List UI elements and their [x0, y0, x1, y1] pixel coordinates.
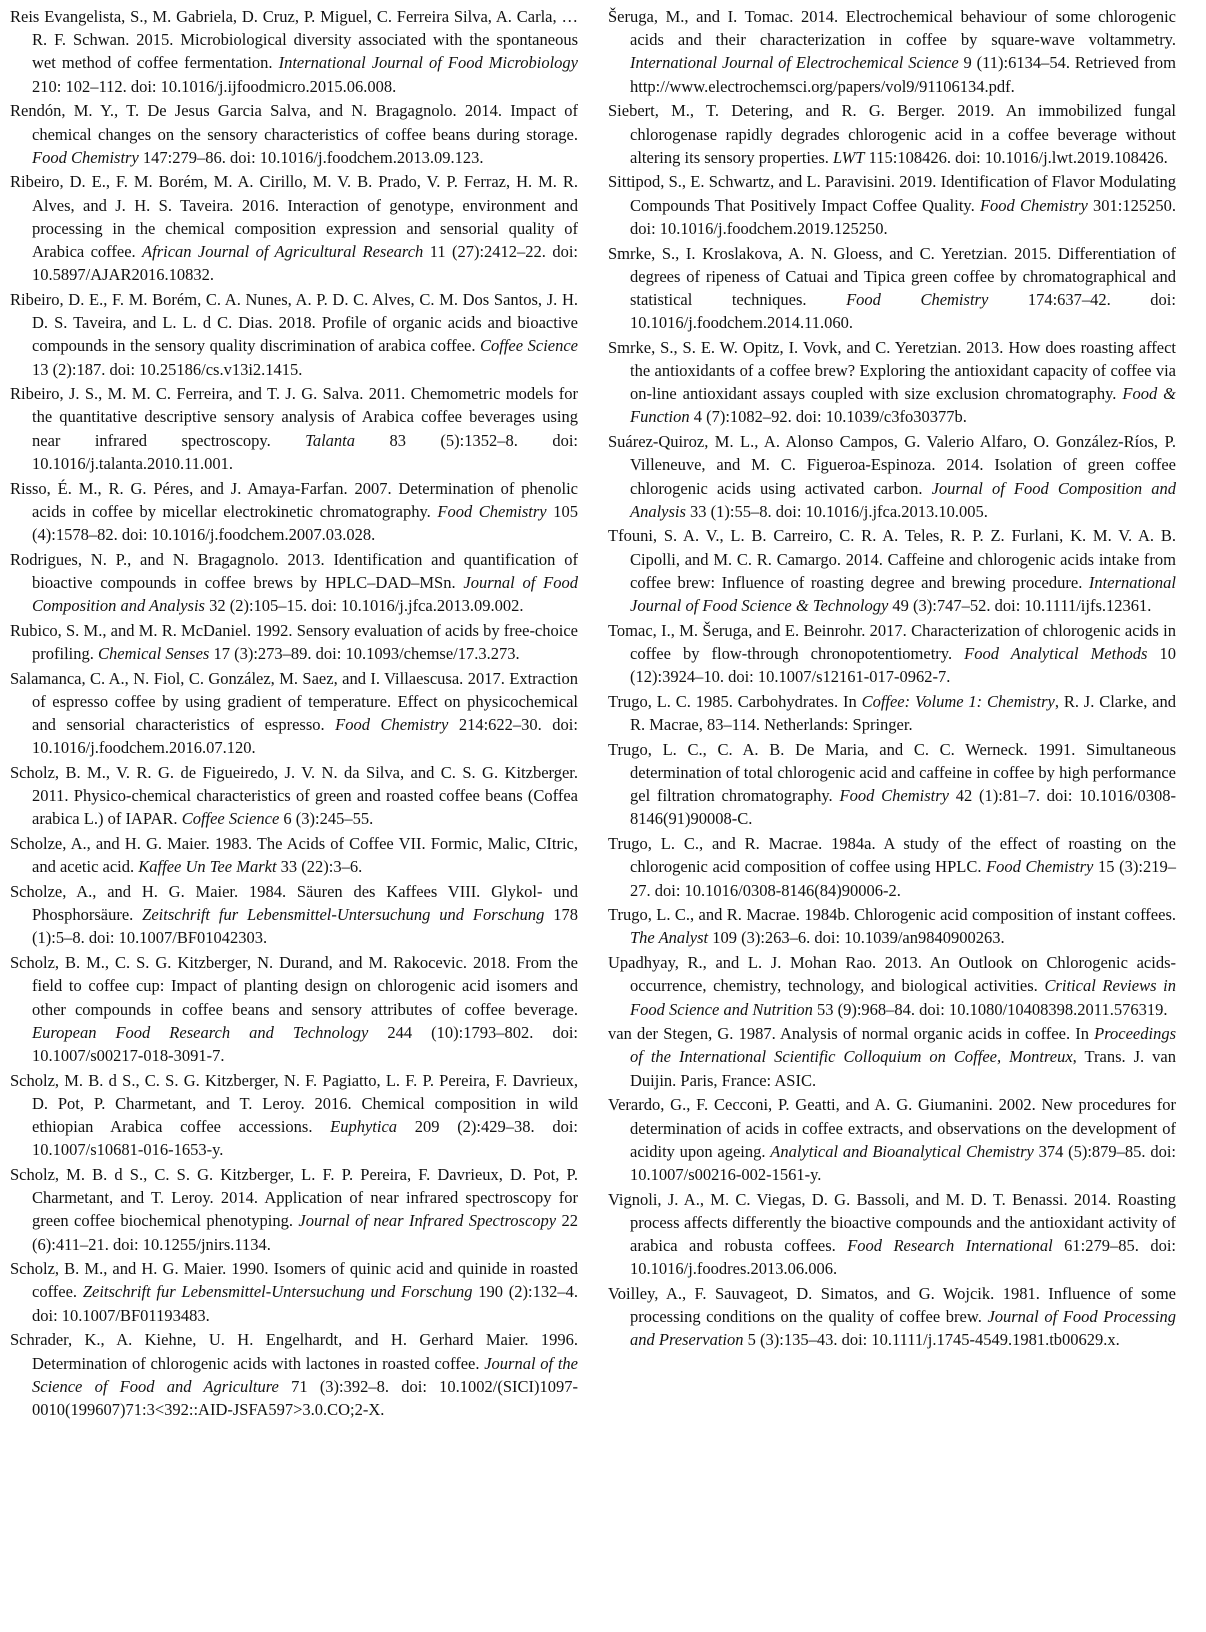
reference-entry [608, 832, 1176, 902]
reference-entry [10, 477, 578, 547]
reference-journal: International Journal of Food Science & Technology [630, 572, 1176, 616]
reference-details: 5 (3):135–43. doi: 10.1111/j.1745-4549.1981.tb00629.x. [743, 1330, 1120, 1350]
reference-entry [608, 1022, 1176, 1092]
reference-journal: Critical Reviews in Food Science and Nutrition [630, 976, 1176, 1019]
reference-text: Tfouni, S. A. V., L. B. Carreiro, C. R. A. Teles, R. P. Z. Furlani, K. M. V. A. B. Cipolli, and M. C. R. Camargo. 2014. Caffeine and chlorogenic acids intake from coffee brew: Influence of roasting degree and brewing procedure. [608, 526, 1176, 592]
reference-details: 174:637–42. doi: 10.1016/j.foodchem.2014.11.060. [630, 289, 1176, 333]
reference-details: 22 (6):411–21. doi: 10.1255/jnirs.1134. [32, 1211, 578, 1254]
reference-details: 214:622–30. doi: 10.1016/j.foodchem.2016.07.120. [32, 715, 578, 758]
reference-journal: Kaffee Un Tee Markt [138, 857, 277, 877]
reference-details: 301:125250. doi: 10.1016/j.foodchem.2019.125250. [630, 195, 1176, 238]
reference-journal: Talanta [305, 430, 356, 450]
reference-journal: Analytical and Bioanalytical Chemistry [770, 1141, 1034, 1161]
reference-text: Sittipod, S., E. Schwartz, and L. Paravisini. 2019. Identification of Flavor Modulating Compounds That Positively Impact Coffee Quality. [608, 172, 1176, 215]
reference-details: 115:108426. doi: 10.1016/j.lwt.2019.108426. [864, 147, 1168, 167]
reference-journal: Food Chemistry [839, 786, 949, 806]
reference-journal: Journal of Food Composition and Analysis [630, 478, 1177, 521]
reference-entry [10, 382, 578, 475]
reference-journal: European Food Research and Technology [32, 1022, 369, 1042]
reference-text: Reis Evangelista, S., M. Gabriela, D. Cruz, P. Miguel, C. Ferreira Silva, A. Carla, … R. F. Schwan. 2015. Microbiological diversity associated with the spontaneous wet method of coffee fermentation. [10, 7, 578, 73]
reference-text: Scholz, B. M., and H. G. Maier. 1990. Isomers of quinic acid and quinide in roasted coffee. [10, 1259, 578, 1302]
reference-entry [608, 619, 1176, 689]
reference-entry [10, 170, 578, 286]
reference-text: Scholz, M. B. d S., C. S. G. Kitzberger, N. F. Pagiatto, L. F. P. Pereira, F. Davrieux, D. Pot, P. Charmetant, and T. Leroy. 2016. Chemical composition in wild ethiopian Arabica coffee accessions. [10, 1070, 578, 1137]
reference-details: 105 (4):1578–82. doi: 10.1016/j.foodchem.2007.03.028. [32, 501, 578, 544]
reference-details: , Trans. J. van Duijin. Paris, France: ASIC. [630, 1047, 1177, 1090]
reference-text: Schrader, K., A. Kiehne, U. H. Engelhardt, and H. Gerhard Maier. 1996. Determination of chlorogenic acids with lactones in roasted coffee. [10, 1330, 578, 1373]
reference-text: Trugo, L. C. 1985. Carbohydrates. In [608, 691, 862, 711]
reference-details: 209 (2):429–38. doi: 10.1007/s10681-016-1653-y. [32, 1117, 578, 1160]
reference-details: 71 (3):392–8. doi: 10.1002/(SICI)1097-0010(199607)71:3<392::AID-JSFA597>3.0.CO;2-X. [32, 1376, 578, 1419]
reference-details: 49 (3):747–52. doi: 10.1111/ijfs.12361. [888, 596, 1152, 616]
reference-details: 109 (3):263–6. doi: 10.1039/an9840900263. [708, 928, 1005, 948]
reference-text: Siebert, M., T. Detering, and R. G. Berger. 2019. An immobilized fungal chlorogenase rapidly degrades chlorogenic acid in a coffee beverage without altering its sensory properties. [608, 101, 1176, 167]
reference-journal: Food Chemistry [979, 195, 1088, 215]
reference-entry [608, 951, 1176, 1021]
reference-text: Vignoli, J. A., M. C. Viegas, D. G. Bassoli, and M. D. T. Benassi. 2014. Roasting process affects differently the bioactive compounds and the antioxidant activity of arabica and robusta coffees. [608, 1189, 1176, 1256]
reference-details: 13 (2):187. doi: 10.25186/cs.v13i2.1415. [32, 359, 303, 379]
reference-details: 11 (27):2412–22. doi: 10.5897/AJAR2016.10832. [32, 242, 578, 285]
reference-entry [608, 1188, 1176, 1281]
reference-entry [10, 5, 578, 98]
reference-journal: Food & Function [630, 384, 1176, 427]
reference-journal: Food Research International [847, 1236, 1053, 1256]
reference-details: 9 (11):6134–54. Retrieved from http://www.electrochemsci.org/papers/vol9/91106134.pdf. [630, 53, 1176, 96]
reference-text: Scholze, A., and H. G. Maier. 1983. The Acids of Coffee VII. Formic, Malic, CItric, and acetic acid. [10, 834, 578, 877]
reference-details: 190 (2):132–4. doi: 10.1007/BF01193483. [32, 1282, 578, 1325]
reference-entry [10, 832, 578, 878]
reference-entry [10, 880, 578, 950]
reference-text: Scholze, A., and H. G. Maier. 1984. Säuren des Kaffees VIII. Glykol- und Phosphorsäure. [10, 882, 578, 925]
reference-journal: The Analyst [630, 928, 709, 948]
reference-entry [608, 903, 1176, 949]
reference-text: Voilley, A., F. Sauvageot, D. Simatos, and G. Wojcik. 1981. Influence of some processing conditions on the quality of coffee brew. [608, 1283, 1176, 1327]
reference-text: van der Stegen, G. 1987. Analysis of normal organic acids in coffee. In [608, 1024, 1095, 1044]
reference-journal: Food Chemistry [437, 501, 547, 521]
reference-text: Ribeiro, D. E., F. M. Borém, M. A. Cirillo, M. V. B. Prado, V. P. Ferraz, H. M. R. Alves, and J. H. S. Taveira. 2016. Interaction of genotype, environment and processing in the chemical composition expression and sensorial quality of Arabica coffee. [10, 172, 578, 262]
reference-details: 374 (5):879–85. doi: 10.1007/s00216-002-1561-y. [630, 1141, 1176, 1184]
reference-journal: Food Chemistry [32, 147, 139, 167]
reference-text: Rendón, M. Y., T. De Jesus Garcia Salva, and N. Bragagnolo. 2014. Impact of chemical changes on the sensory characteristics of coffee beans during storage. [10, 101, 578, 144]
reference-journal: Food Analytical Methods [964, 643, 1148, 663]
reference-text: Suárez-Quiroz, M. L., A. Alonso Campos, G. Valerio Alfaro, O. González-Ríos, P. Villeneuve, and M. C. Figueroa-Espinoza. 2014. Isolation of green coffee chlorogenic acids using activated carbon. [608, 432, 1176, 498]
reference-text: Verardo, G., F. Cecconi, P. Geatti, and A. G. Giumanini. 2002. New procedures for determination of acids in coffee extracts, and observations on the development of acidity upon ageing. [608, 1095, 1176, 1161]
reference-journal: Zeitschrift fur Lebensmittel-Untersuchung und Forschung [82, 1282, 473, 1302]
reference-journal: Euphytica [330, 1117, 398, 1137]
reference-text: Risso, É. M., R. G. Péres, and J. Amaya-Farfan. 2007. Determination of phenolic acids in coffee by micellar electrokinetic chromatography. [10, 478, 578, 521]
reference-journal: Journal of Food Composition and Analysis [32, 572, 578, 616]
reference-text: Trugo, L. C., and R. Macrae. 1984b. Chlorogenic acid composition of instant coffees. [608, 905, 1176, 925]
reference-journal: Proceedings of the International Scientific Colloquium on Coffee, Montreux [630, 1024, 1176, 1067]
reference-details: , R. J. Clarke, and R. Macrae, 83–114. Netherlands: Springer. [630, 691, 1176, 735]
reference-column-right [608, 5, 1176, 1353]
reference-text: Scholz, B. M., V. R. G. de Figueiredo, J. V. N. da Silva, and C. S. G. Kitzberger. 2011. Physico-chemical characteristics of green and roasted coffee beans (Coffea arabica L.) of IAPAR. [10, 763, 578, 829]
reference-entry [10, 1069, 578, 1162]
reference-entry [608, 1093, 1176, 1186]
reference-journal: African Journal of Agricultural Research [142, 242, 424, 262]
reference-entry [10, 99, 578, 169]
reference-text: Smrke, S., S. E. W. Opitz, I. Vovk, and C. Yeretzian. 2013. How does roasting affect the antioxidants of a coffee brew? Exploring the antioxidant capacity of coffee via on-line antioxidant assays coupled with size exclusion chromatography. [608, 337, 1176, 404]
reference-details: 4 (7):1082–92. doi: 10.1039/c3fo30377b. [689, 407, 967, 427]
reference-text: Ribeiro, J. S., M. M. C. Ferreira, and T. J. G. Salva. 2011. Chemometric models for the quantitative descriptive sensory analysis of Arabica coffee beverages using near infrared spectroscopy. [10, 384, 578, 450]
reference-journal: Zeitschrift fur Lebensmittel-Untersuchung und Forschung [142, 905, 545, 925]
reference-details: 15 (3):219–27. doi: 10.1016/0308-8146(84)90006-2. [630, 857, 1176, 900]
reference-details: 210: 102–112. doi: 10.1016/j.ijfoodmicro.2015.06.008. [32, 76, 397, 96]
reference-journal: International Journal of Food Microbiology [278, 53, 578, 73]
reference-details: 32 (2):105–15. doi: 10.1016/j.jfca.2013.09.002. [204, 596, 524, 616]
reference-entry [608, 1282, 1176, 1352]
reference-journal: Food Chemistry [846, 289, 989, 309]
reference-column-left [10, 5, 578, 1423]
reference-entry [10, 1328, 578, 1421]
reference-journal: Food Chemistry [335, 715, 449, 735]
reference-details: 53 (9):968–84. doi: 10.1080/10408398.2011.576319. [812, 999, 1168, 1019]
reference-details: 42 (1):81–7. doi: 10.1016/0308-8146(91)90008-C. [630, 786, 1176, 829]
reference-details: 178 (1):5–8. doi: 10.1007/BF01042303. [32, 905, 578, 948]
reference-entry [608, 524, 1176, 617]
reference-entry [608, 690, 1176, 736]
reference-text: Tomac, I., M. Šeruga, and E. Beinrohr. 2017. Characterization of chlorogenic acids in coffee by flow-through chronopotentiometry. [608, 620, 1176, 663]
reference-entry [608, 170, 1176, 240]
reference-journal: LWT [833, 147, 865, 167]
reference-entry [10, 1163, 578, 1256]
reference-journal: Coffee Science [181, 809, 280, 829]
reference-journal: Chemical Senses [98, 643, 210, 663]
reference-text: Rubico, S. M., and M. R. McDaniel. 1992. Sensory evaluation of acids by free-choice profiling. [10, 620, 578, 663]
reference-details: 147:279–86. doi: 10.1016/j.foodchem.2013.09.123. [138, 147, 484, 167]
reference-entry [10, 548, 578, 618]
reference-journal: Coffee: Volume 1: Chemistry [861, 691, 1055, 711]
reference-entry [10, 619, 578, 665]
reference-entry [608, 242, 1176, 335]
reference-entry [10, 951, 578, 1067]
reference-text: Salamanca, C. A., N. Fiol, C. González, M. Saez, and I. Villaescusa. 2017. Extraction of espresso coffee by using gradient of temperature. Effect on physicochemical and sensorial characteristics of espresso. [10, 668, 578, 735]
reference-text: Trugo, L. C., C. A. B. De Maria, and C. C. Werneck. 1991. Simultaneous determination of total chlorogenic acid and caffeine in coffee by high performance gel filtration chromatography. [608, 739, 1176, 806]
reference-entry [10, 761, 578, 831]
reference-details: 244 (10):1793–802. doi: 10.1007/s00217-018-3091-7. [32, 1022, 578, 1065]
reference-entry [608, 430, 1176, 523]
reference-details: 10 (12):3924–10. doi: 10.1007/s12161-017-0962-7. [630, 643, 1177, 687]
reference-entry [608, 5, 1176, 98]
reference-text: Scholz, B. M., C. S. G. Kitzberger, N. Durand, and M. Rakocevic. 2018. From the field to coffee cup: Impact of planting design on chlorogenic acid isomers and other compounds in coffee beans and sensory attributes of coffee beverage. [10, 953, 578, 1019]
reference-details: 6 (3):245–55. [279, 809, 374, 829]
reference-text: Ribeiro, D. E., F. M. Borém, C. A. Nunes, A. P. D. C. Alves, C. M. Dos Santos, J. H. D. S. Taveira, and L. L. d C. Dias. 2018. Profile of organic acids and bioactive compounds in the sensory quality discrimination of arabica coffee. [10, 289, 578, 356]
reference-details: 17 (3):273–89. doi: 10.1093/chemse/17.3.273. [209, 643, 520, 663]
reference-journal: Coffee Science [480, 336, 579, 356]
reference-entry [10, 1257, 578, 1327]
reference-entry [10, 288, 578, 381]
reference-entry [10, 667, 578, 760]
reference-journal: Journal of the Science of Food and Agriculture [32, 1353, 578, 1396]
reference-details: 33 (1):55–8. doi: 10.1016/j.jfca.2013.10.005. [685, 501, 988, 521]
reference-entry [608, 738, 1176, 831]
reference-entry [608, 336, 1176, 429]
reference-text: Šeruga, M., and I. Tomac. 2014. Electrochemical behaviour of some chlorogenic acids and their characterization in coffee by square-wave voltammetry. [608, 7, 1176, 50]
reference-journal: Journal of near Infrared Spectroscopy [298, 1211, 557, 1231]
reference-text: Upadhyay, R., and L. J. Mohan Rao. 2013. An Outlook on Chlorogenic acids-occurrence, chemistry, technology, and biological activities. [608, 953, 1176, 996]
reference-text: Trugo, L. C., and R. Macrae. 1984a. A study of the effect of roasting on the chlorogenic acid composition of coffee using HPLC. [608, 834, 1176, 877]
reference-details: 61:279–85. doi: 10.1016/j.foodres.2013.06.006. [630, 1236, 1176, 1279]
reference-text: Scholz, M. B. d S., C. S. G. Kitzberger, L. F. P. Pereira, F. Davrieux, D. Pot, P. Charmetant, and T. Leroy. 2014. Application of near infrared spectroscopy for green coffee biochemical phenotyping. [10, 1164, 578, 1231]
reference-journal: Journal of Food Processing and Preservation [630, 1307, 1176, 1350]
reference-details: 33 (22):3–6. [276, 857, 363, 877]
reference-text: Rodrigues, N. P., and N. Bragagnolo. 2013. Identification and quantification of bioactive compounds in coffee brews by HPLC–DAD–MSn. [10, 549, 578, 592]
reference-details: 83 (5):1352–8. doi: 10.1016/j.talanta.2010.11.001. [32, 430, 578, 473]
reference-journal: International Journal of Electrochemical Science [630, 53, 959, 73]
reference-journal: Food Chemistry [986, 857, 1094, 877]
reference-entry [608, 99, 1176, 169]
reference-text: Smrke, S., I. Kroslakova, A. N. Gloess, and C. Yeretzian. 2015. Differentiation of degrees of ripeness of Catuai and Tipica green coffee by chromatographical and statistical techniques. [608, 243, 1176, 309]
